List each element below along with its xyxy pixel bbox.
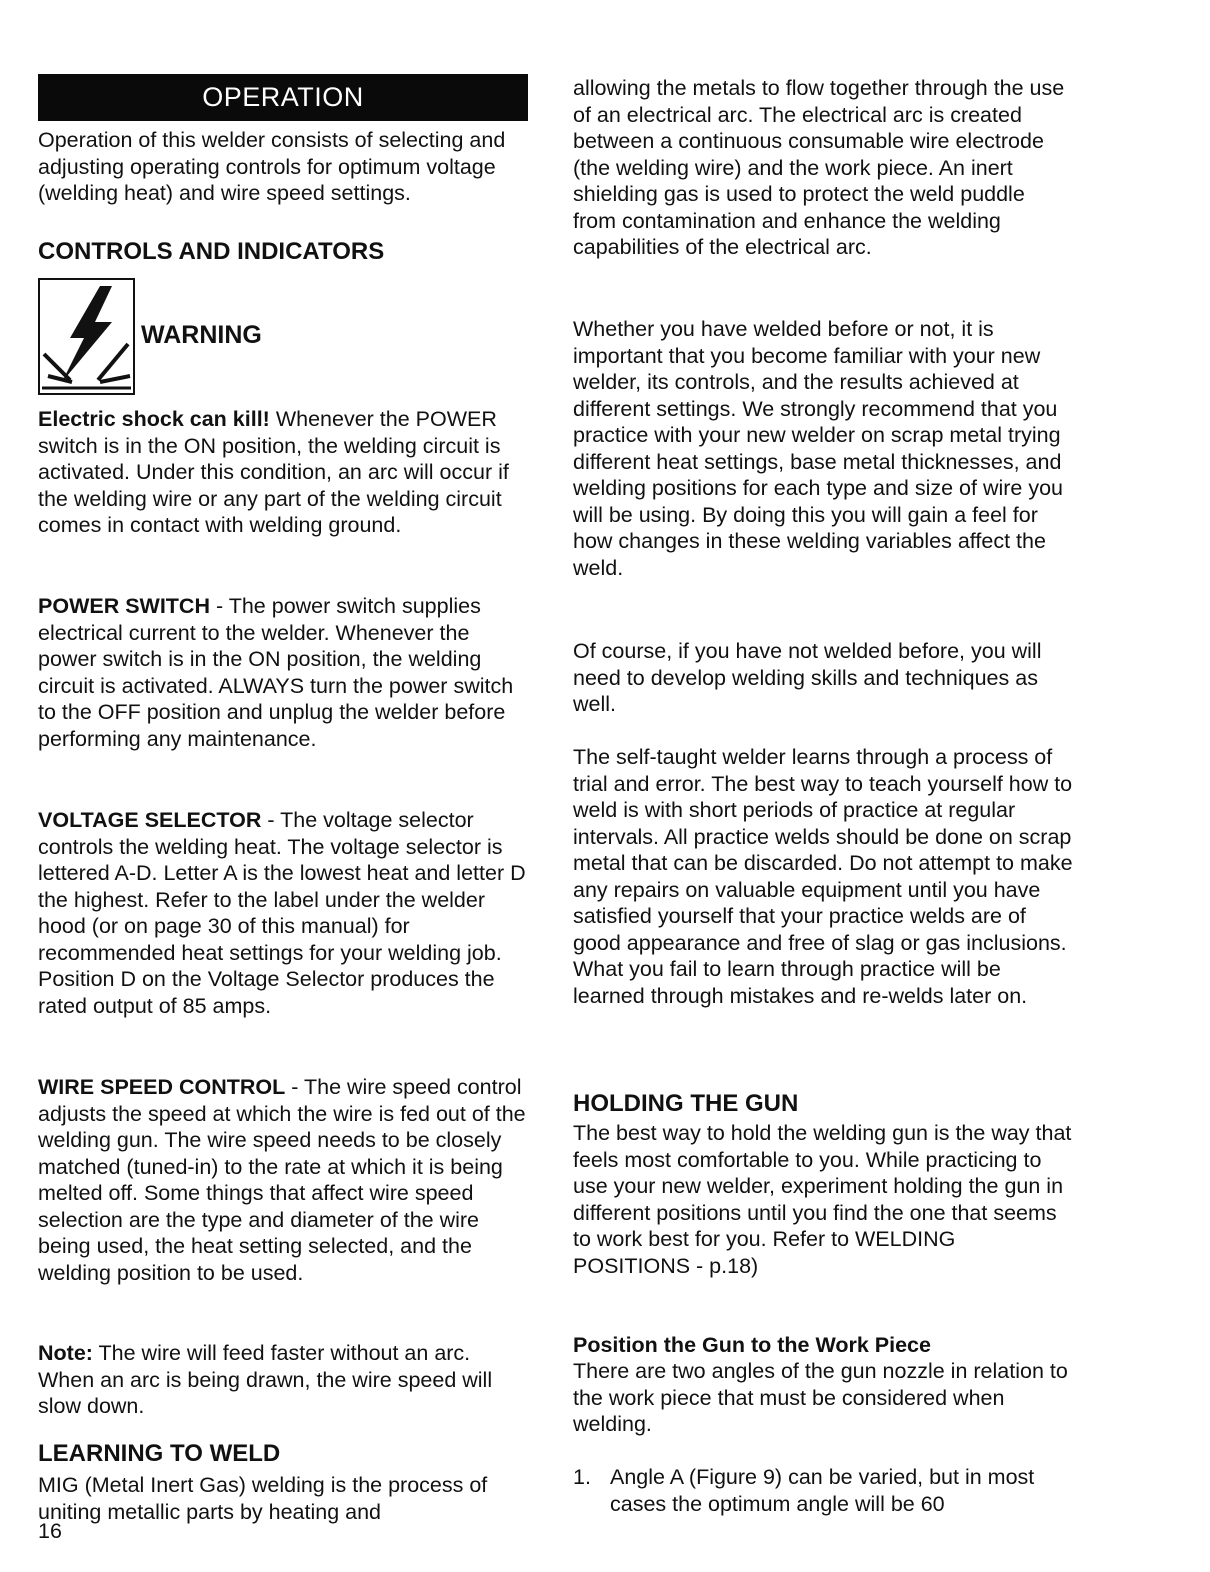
- note-lead: Note:: [38, 1341, 93, 1365]
- section-banner: OPERATION: [38, 74, 528, 121]
- warning-paragraph: [38, 406, 530, 539]
- intro-paragraph: Operation of this welder consists of selecting and adjusting operating controls for optimum voltage (welding heat) and wire speed settings.: [38, 128, 506, 205]
- list-item-number: 1.: [573, 1465, 591, 1489]
- power-switch-paragraph: [38, 593, 530, 752]
- power-switch-text: - The power switch supplies electrical current to the welder. Whenever the power switch is in the ON position, the welding circuit is activated. ALWAYS turn the power switch to the OFF position and unplug the welder before performing any maintenance.: [38, 594, 514, 751]
- wire-speed-text: - The wire speed control adjusts the speed at which the wire is fed out of the welding gun. The wire speed needs to be closely matched (tuned-in) to the rate at which it is being melted off. Some things that affect wire speed selection are the type and diameter of the wire being used, the heat setting selected, and the welding position to be used.: [38, 1075, 526, 1285]
- warning-label: WARNING: [141, 321, 262, 349]
- learning-paragraph-4: The self-taught welder learns through a process of trial and error. The best way to teach yourself how to weld is with short periods of practice at regular intervals. All practice welds should be done on scrap metal that can be discarded. Do not attempt to make any repairs on valuable equipment until you have satisfied yourself that your practice welds are of good appearance and free of slag or gas inclusions. What you fail to learn through practice will be learned through mistakes and re-welds later on.: [573, 745, 1073, 1008]
- learning-paragraph-start: MIG (Metal Inert Gas) welding is the process of uniting metallic parts by heating and: [38, 1473, 488, 1524]
- wire-speed-lead: WIRE SPEED CONTROL: [38, 1075, 286, 1099]
- page-number: 16: [38, 1519, 62, 1543]
- warning-text: Whenever the POWER switch is in the ON position, the welding circuit is activated. Under this condition, an arc will occur if the welding wire or any part of the welding circuit comes in contact with welding ground.: [38, 407, 509, 537]
- position-paragraph: There are two angles of the gun nozzle in relation to the work piece that must be considered when welding.: [573, 1359, 1068, 1436]
- learning-paragraph-continued: allowing the metals to flow together through the use of an electrical arc. The electrical arc is created between a continuous consumable wire electrode (the welding wire) and the work piece. An inert shielding gas is used to protect the weld puddle from contamination and enhance the welding capabilities of the electrical arc.: [573, 76, 1065, 259]
- note-text: The wire will feed faster without an arc. When an arc is being drawn, the wire speed will slow down.: [38, 1341, 493, 1418]
- note-paragraph: [38, 1340, 530, 1420]
- learning-paragraph-2: Whether you have welded before or not, it is important that you become familiar with your new welder, its controls, and the results achieved at different settings. We strongly recommend that you practice with your new welder on scrap metal trying different heat settings, base metal thicknesses, and welding positions for each type and size of wire you will be using. By doing this you will gain a feel for how changes in these welding variables affect the weld.: [573, 317, 1063, 580]
- wire-speed-paragraph: [38, 1074, 530, 1286]
- holding-paragraph: The best way to hold the welding gun is the way that feels most comfortable to you. While practicing to use your new welder, experiment holding the gun in different positions until you find the one that seems to work best for you. Refer to WELDING POSITIONS - p.18): [573, 1121, 1072, 1278]
- voltage-selector-lead: VOLTAGE SELECTOR: [38, 808, 262, 832]
- learning-heading: LEARNING TO WELD: [38, 1440, 281, 1467]
- warning-lead: Electric shock can kill!: [38, 407, 270, 431]
- controls-heading: CONTROLS AND INDICATORS: [38, 238, 385, 265]
- voltage-selector-paragraph: [38, 807, 530, 1019]
- position-heading: Position the Gun to the Work Piece: [573, 1333, 931, 1357]
- electric-shock-warning-icon: [38, 278, 135, 395]
- holding-heading: HOLDING THE GUN: [573, 1090, 799, 1117]
- learning-paragraph-3: Of course, if you have not welded before, you will need to develop welding skills and techniques as well.: [573, 639, 1042, 716]
- power-switch-lead: POWER SWITCH: [38, 594, 210, 618]
- list-item-text: Angle A (Figure 9) can be varied, but in most cases the optimum angle will be 60: [610, 1465, 1035, 1516]
- voltage-selector-text: - The voltage selector controls the welding heat. The voltage selector is lettered A-D. Letter A is the lowest heat and letter D the highest. Refer to the label under the welder hood (or on page 30 of this manual) for recommended heat settings for your welding job. Position D on the Voltage Selector produces the rated output of 85 amps.: [38, 808, 526, 1018]
